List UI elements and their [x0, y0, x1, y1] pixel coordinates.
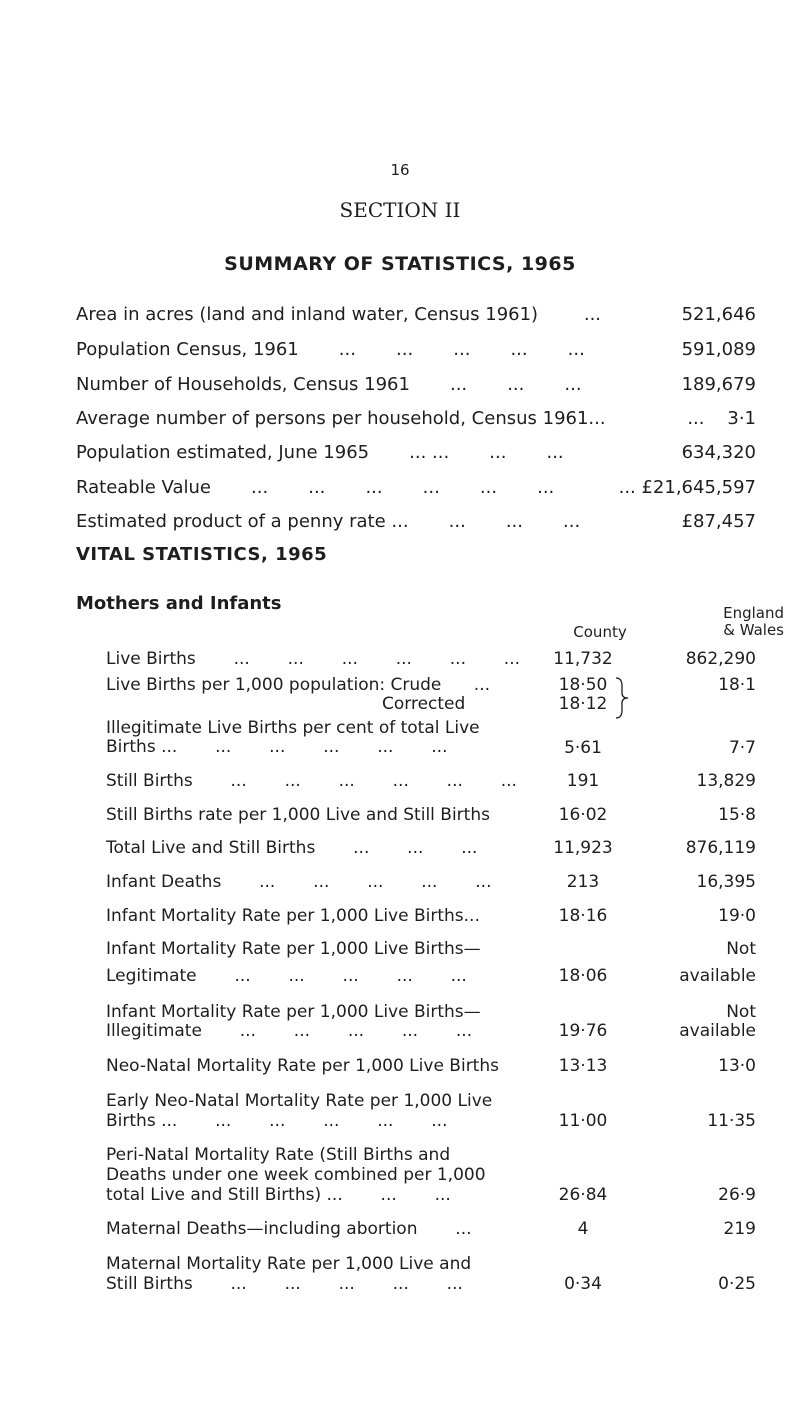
row-label: Maternal Deaths—including abortion ...: [106, 1219, 472, 1239]
england-value: 7·7: [728, 738, 756, 758]
england-value: 18·1: [718, 675, 756, 695]
county-value: 213: [566, 872, 600, 892]
row-label-continued: Legitimate ... ... ... ... ...: [106, 966, 467, 986]
summary-label: Number of Households, Census 1961 ... ... ...: [76, 374, 582, 395]
england-value: 26·9: [718, 1185, 756, 1205]
county-value: 18·16: [558, 906, 608, 926]
summary-label: Average number of persons per household, Census 1961...: [76, 408, 606, 429]
row-label: Live Births ... ... ... ... ... ...: [106, 649, 521, 669]
row-label: Early Neo-Natal Mortality Rate per 1,000 Live: [106, 1091, 493, 1111]
england-value: 13·0: [718, 1056, 756, 1076]
county-value: 13·13: [558, 1056, 608, 1076]
row-label-continued: Corrected: [382, 694, 466, 714]
county-value: 16·02: [558, 805, 608, 825]
row-label-continued: Births ... ... ... ... ... ...: [106, 737, 448, 757]
summary-value: ... 3·1: [687, 408, 756, 429]
england-value: 219: [723, 1219, 756, 1239]
summary-label: Estimated product of a penny rate ... ... ... ...: [76, 511, 581, 532]
summary-label: Rateable Value ... ... ... ... ... ...: [76, 477, 555, 498]
row-label: Infant Mortality Rate per 1,000 Live Births—: [106, 939, 481, 959]
row-label-continued: Births ... ... ... ... ... ...: [106, 1111, 448, 1131]
column-header-line: & Wales: [723, 621, 784, 639]
county-value: 19·76: [558, 1021, 608, 1041]
county-value: 11,732: [553, 649, 613, 669]
county-value: 5·61: [564, 738, 602, 758]
county-value: 26·84: [558, 1185, 608, 1205]
county-value: 11,923: [553, 838, 613, 858]
row-label: Illegitimate Live Births per cent of total Live: [106, 718, 480, 738]
page-number: 16: [390, 161, 410, 179]
summary-row: [76, 442, 756, 466]
summary-value: ... £21,645,597: [618, 477, 756, 498]
row-label-continued: Illegitimate ... ... ... ... ...: [106, 1021, 473, 1041]
summary-row: [76, 477, 756, 501]
county-value-corrected: 18·12: [558, 694, 608, 714]
england-value: 13,829: [696, 771, 756, 791]
section-title: SECTION II: [339, 198, 461, 222]
summary-value: 591,089: [681, 339, 756, 360]
row-label: Neo-Natal Mortality Rate per 1,000 Live Births: [106, 1056, 499, 1076]
england-value: 15·8: [718, 805, 756, 825]
summary-label: Population estimated, June 1965 ... ... ... ...: [76, 442, 564, 463]
summary-row: [76, 511, 756, 535]
england-value-continued: available: [679, 966, 756, 986]
county-value: 0·34: [564, 1274, 602, 1294]
summary-value: £87,457: [681, 511, 756, 532]
county-value: 18·50: [558, 675, 608, 695]
summary-row: [76, 304, 756, 328]
england-value: 16,395: [696, 872, 756, 892]
row-label: Still Births rate per 1,000 Live and Still Births: [106, 805, 490, 825]
column-header-line: England: [723, 604, 784, 622]
row-label-continued: Still Births ... ... ... ... ...: [106, 1274, 463, 1294]
summary-row: [76, 408, 756, 432]
column-header-county: County: [573, 623, 627, 641]
mothers-infants-heading: Mothers and Infants: [76, 593, 282, 614]
england-value: Not: [726, 1002, 756, 1022]
summary-title: SUMMARY OF STATISTICS, 1965: [224, 253, 576, 275]
row-label: Total Live and Still Births ... ... ...: [106, 838, 478, 858]
england-value-continued: available: [679, 1021, 756, 1041]
summary-value: 521,646: [681, 304, 756, 325]
county-value: 18·06: [558, 966, 608, 986]
england-value: 0·25: [718, 1274, 756, 1294]
county-value: 4: [577, 1219, 589, 1239]
brace-icon: [614, 676, 632, 720]
row-label: Still Births ... ... ... ... ... ...: [106, 771, 517, 791]
county-value: 11·00: [558, 1111, 608, 1131]
england-value: 876,119: [685, 838, 756, 858]
summary-row: [76, 339, 756, 363]
row-label: Infant Mortality Rate per 1,000 Live Births...: [106, 906, 480, 926]
summary-value: 189,679: [681, 374, 756, 395]
row-label: Live Births per 1,000 population: Crude ...: [106, 675, 491, 695]
county-value: 191: [566, 771, 600, 791]
england-value: 862,290: [685, 649, 756, 669]
column-header-england-wales: [674, 605, 784, 639]
england-value: 19·0: [718, 906, 756, 926]
summary-value: 634,320: [681, 442, 756, 463]
england-value: 11·35: [707, 1111, 756, 1131]
summary-label: Area in acres (land and inland water, Census 1961) ...: [76, 304, 602, 325]
row-label: Infant Mortality Rate per 1,000 Live Births—: [106, 1002, 481, 1022]
vital-statistics-title: VITAL STATISTICS, 1965: [76, 544, 328, 565]
row-label: Maternal Mortality Rate per 1,000 Live and: [106, 1254, 472, 1274]
row-label: Peri-Natal Mortality Rate (Still Births and: [106, 1145, 451, 1165]
summary-label: Population Census, 1961 ... ... ... ... ...: [76, 339, 585, 360]
summary-row: [76, 374, 756, 398]
england-value: Not: [726, 939, 756, 959]
row-label: Infant Deaths ... ... ... ... ...: [106, 872, 492, 892]
row-label-continued: total Live and Still Births) ... ... ...: [106, 1185, 451, 1205]
row-label-continued: Deaths under one week combined per 1,000: [106, 1165, 486, 1185]
